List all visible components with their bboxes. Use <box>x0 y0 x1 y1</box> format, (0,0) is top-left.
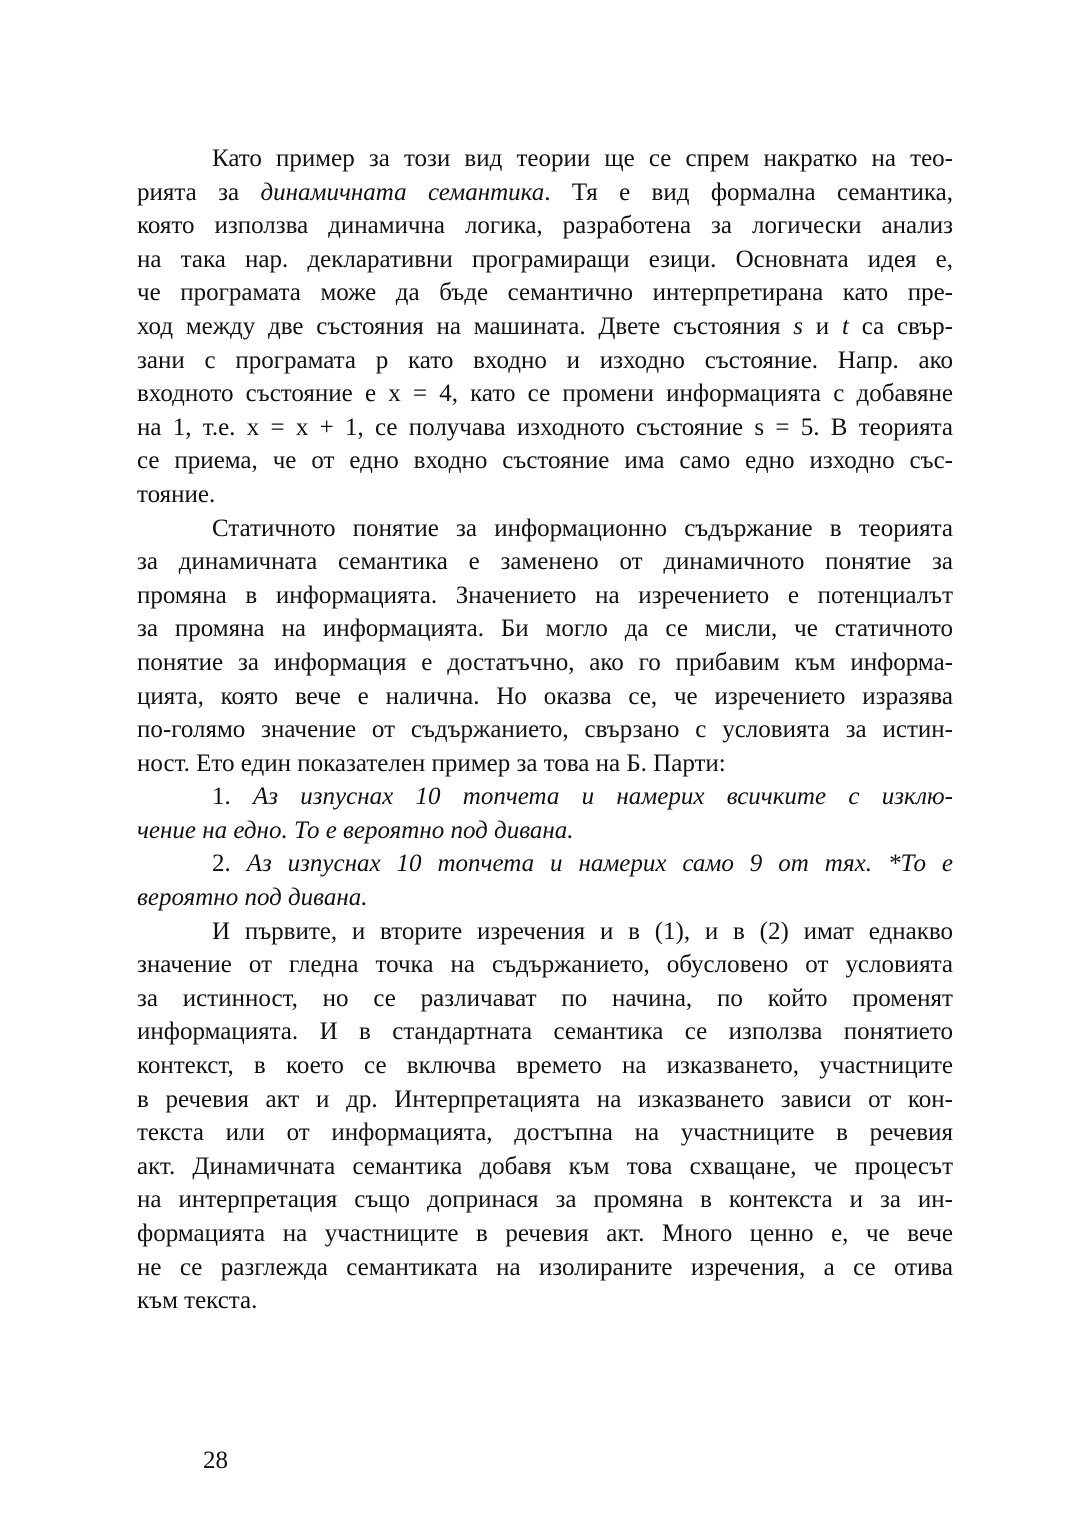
text-line <box>137 680 953 714</box>
text-line <box>137 1150 953 1184</box>
text-run: по-голямо значение от съдържанието, свързано с условията за истин- <box>137 716 953 744</box>
paragraph <box>137 780 953 847</box>
text-run: понятие за информация е достатъчно, ако го прибавим към информа- <box>137 648 953 676</box>
text-line <box>137 545 953 579</box>
italic-text: вероятно под дивана. <box>137 884 368 912</box>
text-run: . Тя е вид формална семантика, <box>544 178 953 206</box>
text-line <box>137 1116 953 1150</box>
text-run: Като пример за този вид теории ще се спрем накратко на тео- <box>212 145 953 172</box>
paragraph <box>137 142 953 512</box>
text-run: и <box>803 312 842 340</box>
text-run: за истинност, но се различават по начина, по който променят <box>137 984 953 1012</box>
text-line <box>137 948 953 982</box>
text-run: контекст, в което се включва времето на изказването, участниците <box>137 1052 953 1080</box>
text-run: се приема, че от едно входно състояние има само едно изходно със- <box>137 447 953 475</box>
text-line <box>137 142 953 176</box>
text-run: информацията. И в стандартната семантика се използва понятието <box>137 1018 953 1046</box>
text-run: текста или от информацията, достъпна на участниците в речевия <box>137 1119 953 1147</box>
text-line <box>137 1251 953 1285</box>
text-run: формацията на участниците в речевия акт. Много ценно е, че вече <box>137 1220 953 1247</box>
text-line <box>137 982 953 1016</box>
text-run: тояние. <box>137 480 216 508</box>
text-line <box>137 747 953 781</box>
italic-text: Аз изпуснах 10 топчета и намерих само 9 от тях. *То е <box>246 850 953 878</box>
italic-text: чение на едно. То е вероятно под дивана. <box>137 816 574 844</box>
paragraph <box>137 915 953 1318</box>
text-line <box>137 1049 953 1083</box>
italic-text: Аз изпуснах 10 топчета и намерих всичките с изклю- <box>253 783 953 811</box>
text-run: към текста. <box>137 1287 258 1315</box>
text-line <box>137 713 953 747</box>
text-line <box>137 310 953 344</box>
text-run: че програмата може да бъде семантично интерпретирана като пре- <box>137 279 953 307</box>
text-line <box>137 478 953 512</box>
text-line <box>137 209 953 243</box>
text-line <box>137 1015 953 1049</box>
text-line <box>137 579 953 613</box>
text-line <box>137 1183 953 1217</box>
text-line <box>137 411 953 445</box>
text-run: акт. Динамичната семантика добавя към това схващане, че процесът <box>137 1152 953 1180</box>
italic-text: t <box>841 312 849 340</box>
text-run: ност. Ето един показателен пример за това на Б. Парти: <box>137 749 726 777</box>
text-run: И първите, и вторите изречения и в (1), и в (2) имат еднакво <box>212 917 953 945</box>
text-run: за промяна на информацията. Би могло да се мисли, че статичното <box>137 615 953 643</box>
text-run: ход между две състояния на машината. Двете състояния <box>137 312 794 340</box>
text-line <box>137 1217 953 1251</box>
text-run: рията за <box>137 178 261 206</box>
text-run: в речевия акт и др. Интерпретацията на изказването зависи от кон- <box>137 1085 953 1113</box>
text-line <box>137 243 953 277</box>
page-number: 28 <box>203 1447 228 1474</box>
text-line <box>137 612 953 646</box>
text-line <box>137 780 953 814</box>
text-line <box>137 512 953 546</box>
italic-text: s <box>793 312 803 340</box>
text-run: са свър- <box>848 312 953 340</box>
text-line <box>137 1083 953 1117</box>
text-run: за динамичната семантика е заменено от динамичното понятие за <box>137 548 953 576</box>
text-run: Статичното понятие за информационно съдържание в теорията <box>212 514 953 542</box>
text-run: не се разглежда семантиката на изолираните изречения, а се отива <box>137 1253 953 1281</box>
paragraph <box>137 847 953 914</box>
text-run: на интерпретация също допринася за промяна в контекста и за ин- <box>137 1186 953 1214</box>
text-run: която използва динамична логика, разработена за логически анализ <box>137 212 953 240</box>
text-line <box>137 444 953 478</box>
text-line <box>137 814 953 848</box>
text-run: на 1, т.е. x = x + 1, се получава изходното състояние s = 5. В теорията <box>137 413 953 441</box>
text-line <box>137 176 953 210</box>
text-run: входното състояние е x = 4, като се промени информацията с добавяне <box>137 380 953 408</box>
text-line <box>137 276 953 310</box>
text-line <box>137 344 953 378</box>
text-line <box>137 377 953 411</box>
italic-text: динамичната семантика <box>260 178 545 206</box>
body-text <box>137 142 953 1318</box>
text-line <box>137 646 953 680</box>
text-line <box>137 847 953 881</box>
text-line <box>137 881 953 915</box>
paragraph <box>137 512 953 781</box>
text-run: зани с програмата p като входно и изходно състояние. Напр. ако <box>137 346 953 374</box>
text-run: промяна в информацията. Значението на изречението е потенциалът <box>137 581 953 609</box>
text-line <box>137 915 953 949</box>
text-line <box>137 1284 953 1318</box>
text-run: значение от гледна точка на съдържанието, обусловено от условията <box>137 951 953 979</box>
text-run: на така нар. декларативни програмиращи езици. Основната идея е, <box>137 245 953 273</box>
text-run: цията, която вече е налична. Но оказва се, че изречението изразява <box>137 682 953 710</box>
text-run: 2. <box>212 850 247 878</box>
text-run: 1. <box>212 783 254 811</box>
